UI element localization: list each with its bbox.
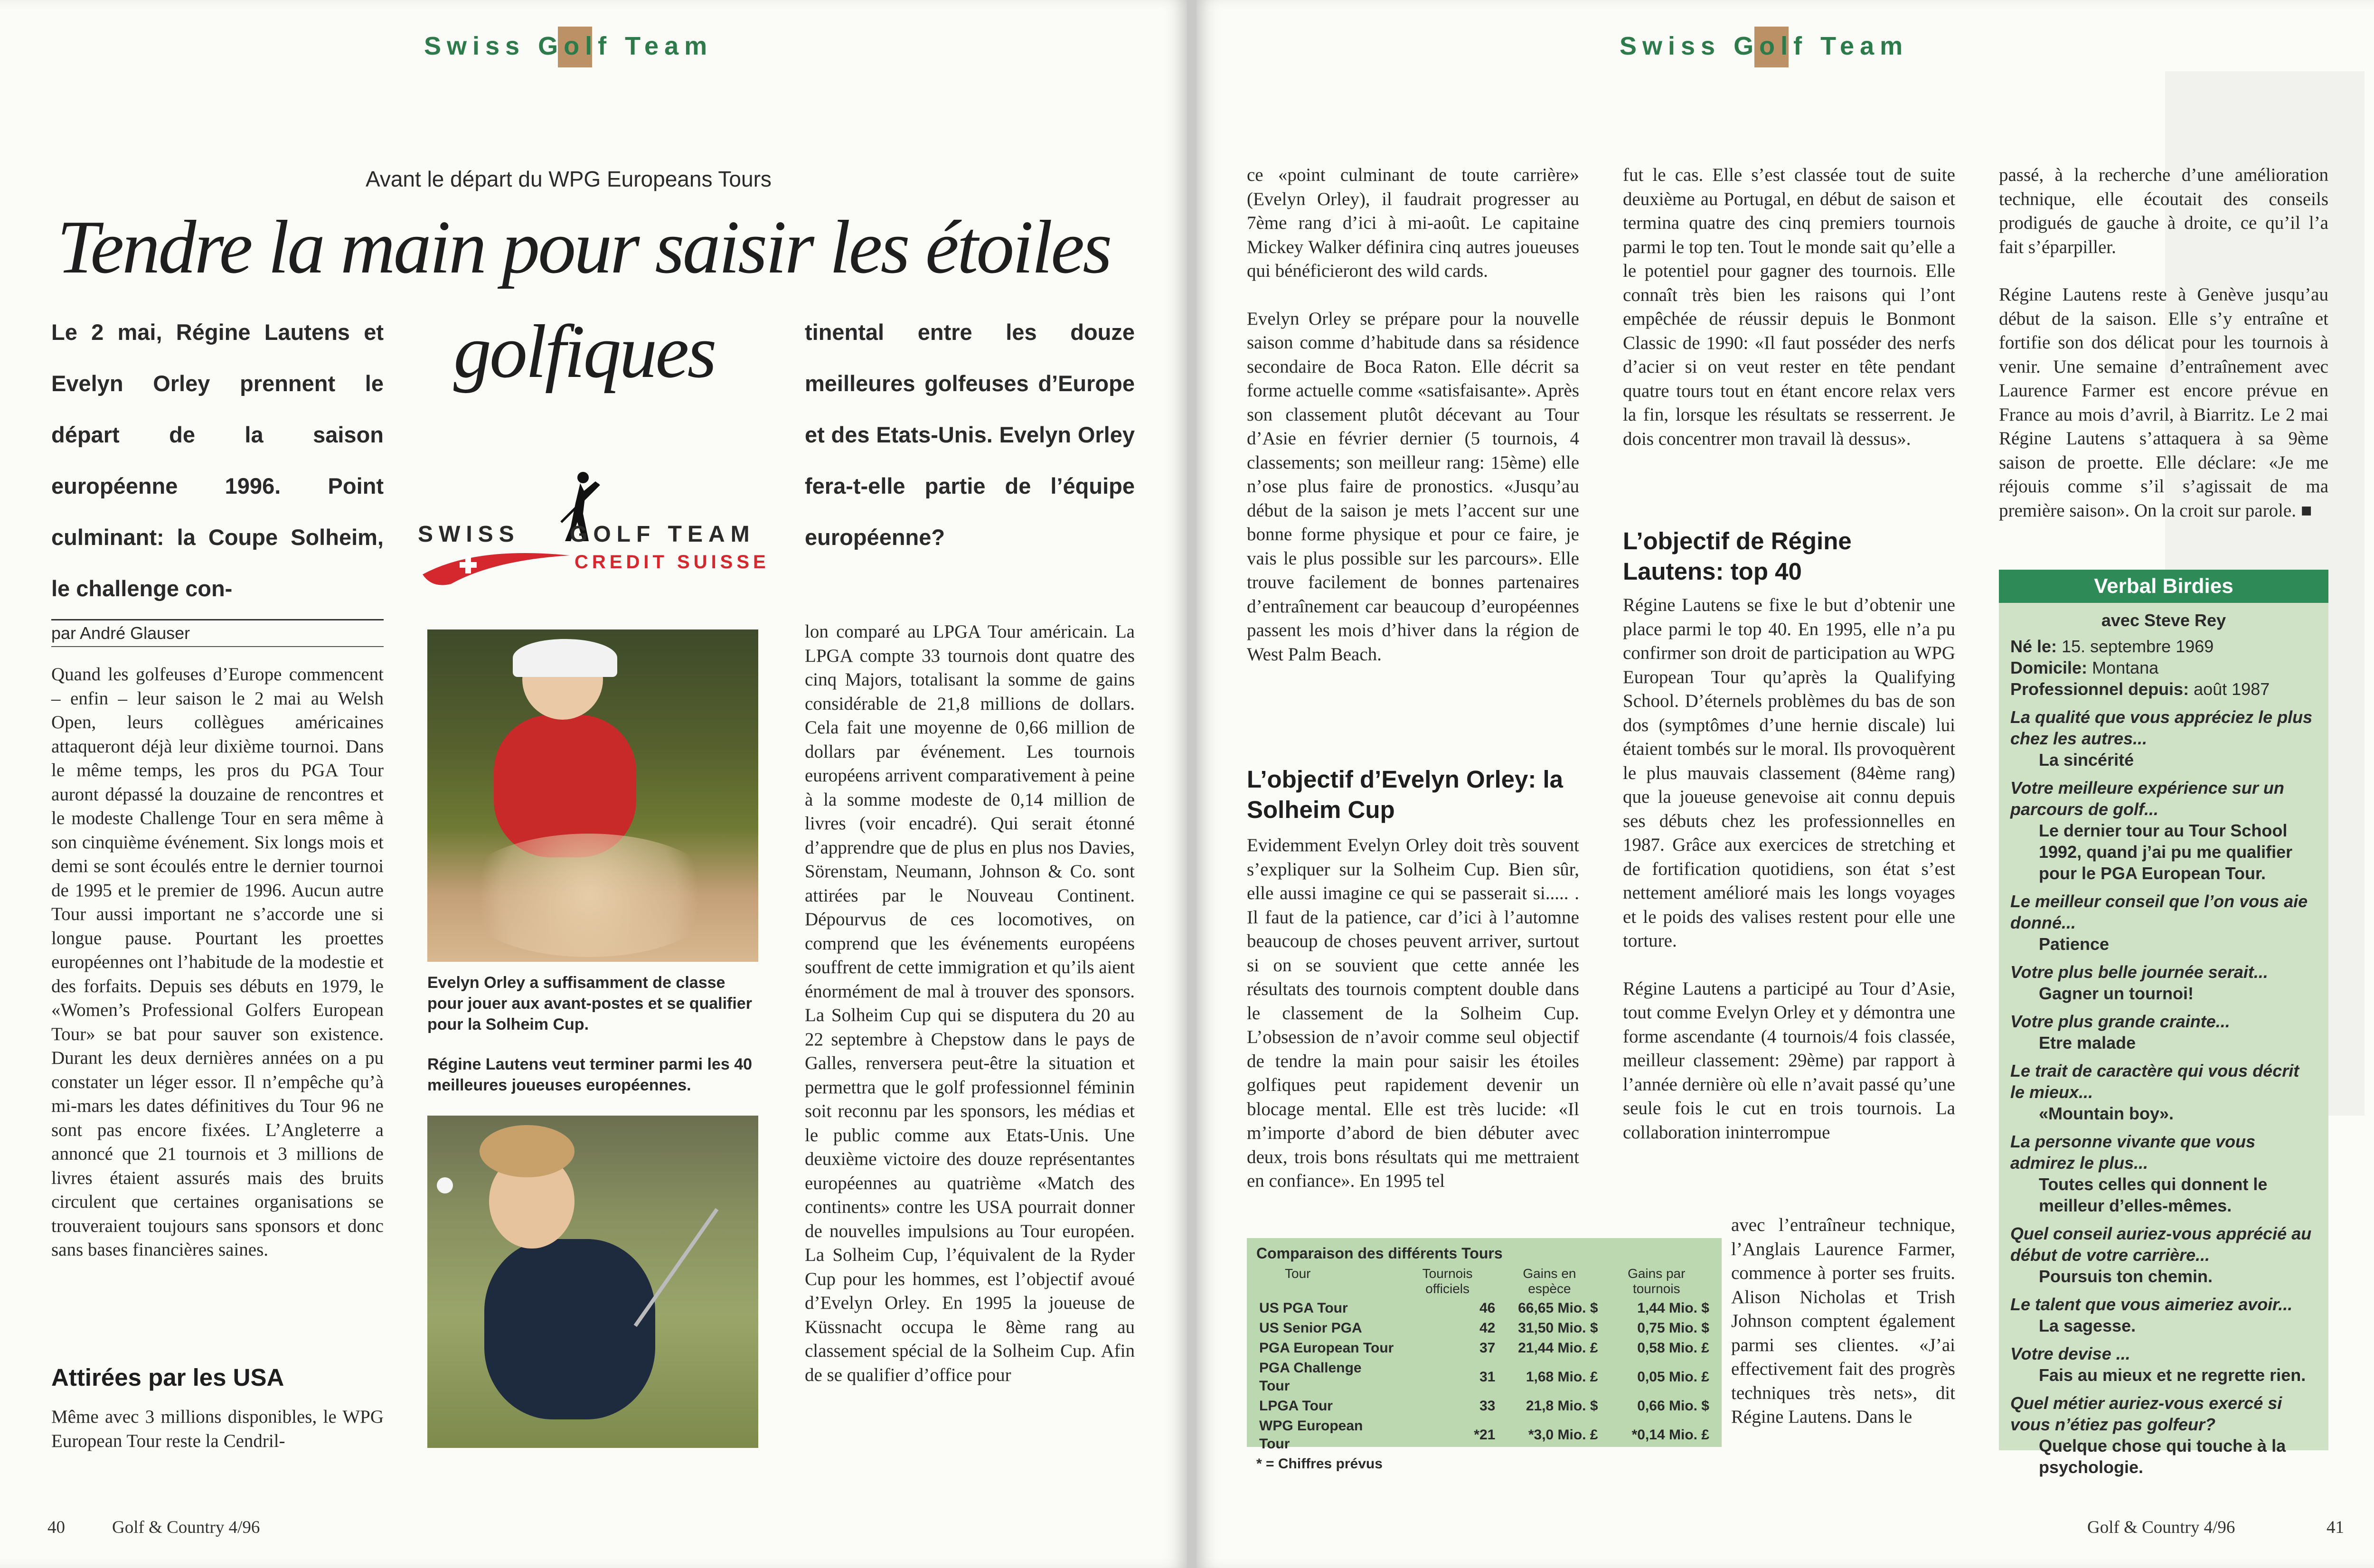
swiss-golf-team-logo <box>418 470 779 598</box>
table-cell: PGA European Tour <box>1259 1340 1394 1356</box>
fact-label: Domicile: <box>2010 658 2088 677</box>
logo-text-credit-suisse: CREDIT SUISSE <box>575 552 770 573</box>
table-cell: 0,58 Mio. £ <box>1637 1340 1709 1356</box>
magazine-issue-left: Golf & Country 4/96 <box>112 1518 260 1537</box>
answer: La sagesse. <box>2039 1316 2136 1335</box>
paragraph: Régine Lautens se fixe le but d’obtenir une place parmi le top 40. En 1995, elle n’a pu confirmer son droit de participation au WPG European Tour qu’après la Qualifying School. D’éternels problèmes du bas de son dos (symptômes d’une hernie discale) lui étaient tombés sur le moral. Ils provoquèrent le plus mauvais classement (84ème rang) que la joueuse genevoise ait connu depuis ses débuts chez les professionnelles en 1987. Grâce aux exercices de stretching et de fortification quotidiens, son état s’est nettement amélioré mais les longs voyages et le poids des valises restent pour elle une torture. <box>1623 595 1955 951</box>
lead-column-3 <box>805 307 1135 563</box>
answer: Toutes celles qui donnent le meilleur d’elles-mêmes. <box>2039 1174 2268 1215</box>
table-row <box>1256 1416 1712 1454</box>
article-title-continued: golfiques <box>453 309 715 394</box>
table-cell: WPG European Tour <box>1259 1418 1363 1452</box>
fact-label: Né le: <box>2010 637 2057 656</box>
table-cell: 37 <box>1479 1340 1496 1356</box>
question: Le talent que vous aimeriez avoir... <box>2010 1295 2293 1314</box>
answer: Etre malade <box>2039 1033 2136 1052</box>
verbal-birdies-title: Verbal Birdies <box>1999 570 2328 603</box>
table-cell: 0,05 Mio. £ <box>1637 1369 1709 1385</box>
photo-captions <box>427 972 760 1115</box>
article-title: Tendre la main pour saisir les étoiles <box>57 205 1111 289</box>
logo-text-golf-team: GOLF TEAM <box>570 522 755 547</box>
answer: Le dernier tour au Tour School 1992, quand j’ai pu me qualifier pour le PGA European Tour. <box>2039 821 2293 883</box>
question: Votre plus belle journée serait... <box>2010 962 2268 982</box>
question: La personne vivante que vous admirez le plus... <box>2010 1132 2256 1173</box>
table-cell: PGA Challenge Tour <box>1259 1360 1362 1394</box>
table-row <box>1256 1298 1712 1318</box>
subheading-orley: L’objectif d’Evelyn Orley: la Solheim Cup <box>1247 766 1564 823</box>
table-cell: 1,68 Mio. £ <box>1526 1369 1598 1385</box>
question: Votre meilleure expérience sur un parcours de golf... <box>2010 778 2284 819</box>
table-cell: US PGA Tour <box>1259 1300 1348 1316</box>
logo-text-swiss: SWISS <box>418 522 520 547</box>
verbal-birdies-box <box>1999 570 2328 1477</box>
paragraph: lon comparé au LPGA Tour américain. La LPGA compte 33 tournois dont quatre des cinq Majors, totalisant la somme de gains considérable de 21,8 millions de dollars. Cela fait une moyenne de 0,66 million de dollars par événement. Les tournois européens arrivent comparativement à peine à la somme modeste de 0,14 million de livres (voir encadré). Qui serait étonné d’apprendre que de plus en plus nos Davies, Sörenstam, Neumann, Johnson & Co. sont attirées par le Nouveau Continent. Dépourvus de ces locomotives, on comprend que les événements européens souffrent de cette immigration et qu’ils aient énormément de mal à trouver des sponsors. La Solheim Cup qui se disputera du 20 au 22 septembre à Chepstow dans le pays de Galles, renversera peut-être la situation et permettra que le golf professionnel féminin soit reconnu par les sponsors, les médias et le public comme aux Etats-Unis. Une deuxième victoire des douze représentantes européennes au quatrième «Match des continents» contre les USA pourrait donner de nouvelles impulsions au Tour européen. La Solheim Cup, l’équivalent de la Ryder Cup pour les hommes, est l’objectif avoué d’Evelyn Orley. En 1995 la joueuse de Küssnacht occupa le 8ème rang au classement spécial de la Solheim Cup. Afin de se qualifier d’office pour <box>805 621 1135 1385</box>
paragraph: Evelyn Orley se prépare pour la nouvelle saison comme d’habitude dans sa résidence secondaire de Boca Raton. Elle décrit sa forme actuelle comme «satisfaisante». Après son classement plutôt décevant au Tour d’Asie en février dernier (5 tournois, 4 classements; son meilleur rang: 15ème) elle n’ose plus faire de pronostics. «Jusqu’au début de la saison je mets l’accent sur une bonne forme physique et pour ce faire, je vais le plus possible sur les parcours». Elle trouve facilement de bonnes partenaires d’entraînement car beaucoup d’européennes passent les mois d’hiver dans la région de West Palm Beach. <box>1247 308 1579 665</box>
question: Le trait de caractère qui vous décrit le mieux... <box>2010 1061 2299 1102</box>
question: Quel métier auriez-vous exercé si vous n’étiez pas golfeur? <box>2010 1393 2282 1434</box>
answer: «Mountain boy». <box>2039 1104 2174 1123</box>
fact-value: 15. septembre 1969 <box>2062 637 2214 656</box>
section-kicker: Swiss Golf Team <box>424 32 713 60</box>
table-cell: *21 <box>1474 1427 1496 1443</box>
body-column-r2 <box>1623 163 1955 475</box>
table-row <box>1256 1358 1712 1396</box>
body-column-r3 <box>1999 163 2328 546</box>
table-cell: 33 <box>1479 1398 1496 1414</box>
table-row <box>1256 1318 1712 1338</box>
answer: La sincérité <box>2039 750 2134 770</box>
table-cell: 0,66 Mio. $ <box>1637 1398 1709 1414</box>
answer: Quelque chose qui touche à la psychologie. <box>2039 1436 2286 1477</box>
page-number-left: 40 <box>47 1518 65 1537</box>
subheading-usa: Attirées par les USA <box>51 1364 284 1391</box>
body-column-1-cont <box>51 1405 384 1477</box>
body-column-1 <box>51 663 384 1286</box>
table-header: Gains en espèce <box>1523 1266 1576 1296</box>
question: Votre plus grande crainte... <box>2010 1012 2230 1031</box>
tour-comparison-table <box>1247 1238 1722 1472</box>
fact-row <box>2010 657 2317 678</box>
verbal-birdies-subtitle: avec Steve Rey <box>2101 610 2226 630</box>
paragraph: Régine Lautens a participé au Tour d’Asie, tout comme Evelyn Orley et y démontra une forme ascendante (4 tournois/4 fois classée, meilleur classement: 29ème) par rapport à l’année dernière où elle n’avait passé qu’une seule fois le cut en trois tournois. La collaboration ininterrompue <box>1623 978 1955 1143</box>
comparison-table <box>1256 1264 1712 1454</box>
body-column-r1-cont <box>1247 834 1579 1217</box>
magazine-issue-right: Golf & Country 4/96 <box>2087 1518 2235 1537</box>
answer: Fais au mieux et ne regrette rien. <box>2039 1365 2306 1385</box>
table-cell: *3,0 Mio. £ <box>1528 1427 1598 1443</box>
paragraph: Régine Lautens reste à Genève jusqu’au début de la saison. Elle s’y entraîne et fortifie son dos délicat pour les tournois à venir. Une semaine d’entraînement avec Laurence Farmer est encore prévue en France au mois d’avril, à Biarritz. Le 2 mai Régine Lautens s’attaquera à sa 9ème saison de proette. Elle déclare: «Je me réjouis comme s’il s’agissait de ma première saison». On la croit sur parole. ■ <box>1999 284 2328 521</box>
body-column-3 <box>805 620 1135 1411</box>
body-column-r1 <box>1247 163 1579 690</box>
table-cell: 46 <box>1479 1300 1496 1316</box>
right-page <box>1196 0 2374 1568</box>
paragraph: ce «point culminant de toute carrière» (Evelyn Orley), il faudrait progresser au 7ème rang d’ici à mi-août. Le capitaine Mickey Walker définira cinq autres joueuses qui bénéficieront des wild cards. <box>1247 165 1579 281</box>
question: Quel conseil auriez-vous apprécié au début de votre carrière... <box>2010 1224 2312 1265</box>
table-cell: 21,44 Mio. £ <box>1518 1340 1598 1356</box>
credit-suisse-swoosh-icon <box>418 551 575 589</box>
paragraph: fut le cas. Elle s’est classée tout de suite deuxième au Portugal, en début de saison et termina quatre des cinq premiers tournois parmi le top ten. Tout le monde sait qu’elle a le potentiel pour gagner des tournois. Elle connaît très bien les raisons qui l’ont empêchée de réussir depuis le Bonmont Classic de 1990: «Il faut posséder des nerfs d’acier si on veut rester en tête pendant quatre tours tout en étant encore relax vers la fin, lorsque les résultats se resserrent. Je dois concentrer mon travail là dessus». <box>1623 165 1955 449</box>
fact-value: août 1987 <box>2194 679 2270 699</box>
caption-photo-1: Evelyn Orley a suffisamment de classe pour jouer aux avant-postes et se qualifier pour la Solheim Cup. <box>427 974 752 1033</box>
table-cell: US Senior PGA <box>1259 1320 1362 1336</box>
table-row <box>1256 1396 1712 1416</box>
table-cell: *0,14 Mio. £ <box>1631 1427 1709 1443</box>
table-cell: 21,8 Mio. $ <box>1526 1398 1598 1414</box>
table-cell: 1,44 Mio. $ <box>1637 1300 1709 1316</box>
body-column-r2-cont <box>1623 593 1955 1168</box>
table-footnote: * = Chiffres prévus <box>1256 1456 1383 1472</box>
lead-column-1 <box>51 307 384 614</box>
photo-evelyn-orley-bunker <box>427 629 758 962</box>
table-title: Comparaison des différents Tours <box>1256 1245 1503 1262</box>
fact-row <box>2010 636 2317 657</box>
fact-label: Professionnel depuis: <box>2010 679 2189 699</box>
paragraph: Même avec 3 millions disponibles, le WPG European Tour reste la Cendril- <box>51 1407 384 1451</box>
page-number-right: 41 <box>2327 1518 2344 1537</box>
lead-text-continued: tinental entre les douze meilleures golfeuses d’Europe et des Etats-Unis. Evelyn Orley fera-t-elle partie de l’équipe européenne? <box>805 319 1135 550</box>
paragraph: passé, à la recherche d’une amélioration technique, elle écoutait des conseils prodigués de gauche à droite, ce qu’il l’a fait s’éparpiller. <box>1999 165 2328 257</box>
article-overline: Avant le départ du WPG Europeans Tours <box>366 167 772 191</box>
paragraph: avec l’entraîneur technique, l’Anglais Laurence Farmer, commence à porter ses fruits. Alison Nicholas et Trish Johnson comptent également parmi ses clientes. «J’ai effectivement fait des progrès techniques très nets», dit Régine Lautens. Dans le <box>1731 1215 1955 1427</box>
question: Le meilleur conseil que l’on vous aie donné... <box>2010 892 2308 932</box>
question: Votre devise ... <box>2010 1344 2130 1363</box>
body-column-r2-wrap <box>1731 1213 1955 1453</box>
byline: par André Glauser <box>51 619 384 647</box>
question: La qualité que vous appréciez le plus chez les autres... <box>2010 707 2313 748</box>
answer: Gagner un tournoi! <box>2039 984 2194 1003</box>
verbal-birdies-content <box>1999 603 2328 1484</box>
table-cell: 66,65 Mio. $ <box>1518 1300 1598 1316</box>
answer: Patience <box>2039 934 2110 954</box>
lead-text: Le 2 mai, Régine Lautens et Evelyn Orley prennent le départ de la saison européenne 1996. Point culminant: la Coupe Solheim, le challenge con- <box>51 319 384 601</box>
fact-value: Montana <box>2092 658 2159 677</box>
photo-regine-lautens-swing <box>427 1116 758 1448</box>
table-header: Tour <box>1285 1266 1311 1281</box>
table-header: Gains par tournois <box>1628 1266 1686 1296</box>
fact-row <box>2010 678 2317 700</box>
subheading-lautens: L’objectif de Régine Lautens: top 40 <box>1623 527 1852 585</box>
paragraph: Evidemment Evelyn Orley doit très souvent s’expliquer sur la Solheim Cup. Bien sûr, elle aussi imagine ce qui se passerait si..... . Il faut de la patience, car d’ici à l’automne beaucoup de choses peuvent arriver, surtout si on se souvient que cette année les résultats des tournois comptent double dans le classement de la Solheim Cup. L’obsession de n’avoir comme seul objectif de tendre la main pour saisir les étoiles golfiques peut rapidement devenir un blocage mental. Elle est très lucide: «Il m’importe d’abord de bien débuter avec deux, trois bons résultats qui me mettraient en confiance». En 1995 tel <box>1247 835 1579 1191</box>
table-cell: 31,50 Mio. $ <box>1518 1320 1598 1336</box>
paragraph: Quand les golfeuses d’Europe commencent – enfin – leur saison le 2 mai au Welsh Open, leurs collègues américaines attaqueront déjà leur dixième tournoi. Dans le même temps, les pros du PGA Tour auront dépassé la douzaine de rencontres et le modeste Challenge Tour en sera même à son cinquième événement. Six longs mois et demi se sont écoulés entre le dernier tournoi de 1995 et le premier de 1996. Aucun autre Tour aussi important ne s’accorde une si longue pause. Pourtant les proettes européennes ont l’habitude de la modestie et des forfaits. Depuis ses débuts en 1979, le «Women’s Professional Golfers European Tour» se bat pour sauver son existence. Durant les deux dernières années on a pu constater un léger essor. Il n’empêche qu’à mi-mars les dates définitives du Tour 96 ne sont pas encore fixées. L’Angleterre a annoncé que 21 tournois et 3 millions de livres étaient assurés mais des bruits circulent que certaines organisations se trouveraient toujours sans sponsors et donc sans bases financières saines. <box>51 664 384 1260</box>
table-cell: 31 <box>1479 1369 1496 1385</box>
section-kicker: Swiss Golf Team <box>1620 32 1909 60</box>
table-header: Tournois officiels <box>1422 1266 1473 1296</box>
table-cell: 0,75 Mio. $ <box>1637 1320 1709 1336</box>
caption-photo-2: Régine Lautens veut terminer parmi les 40 meilleures joueuses européennes. <box>427 1055 753 1094</box>
table-row <box>1256 1338 1712 1358</box>
table-cell: 42 <box>1479 1320 1496 1336</box>
answer: Poursuis ton chemin. <box>2039 1267 2213 1286</box>
table-cell: LPGA Tour <box>1259 1398 1333 1414</box>
